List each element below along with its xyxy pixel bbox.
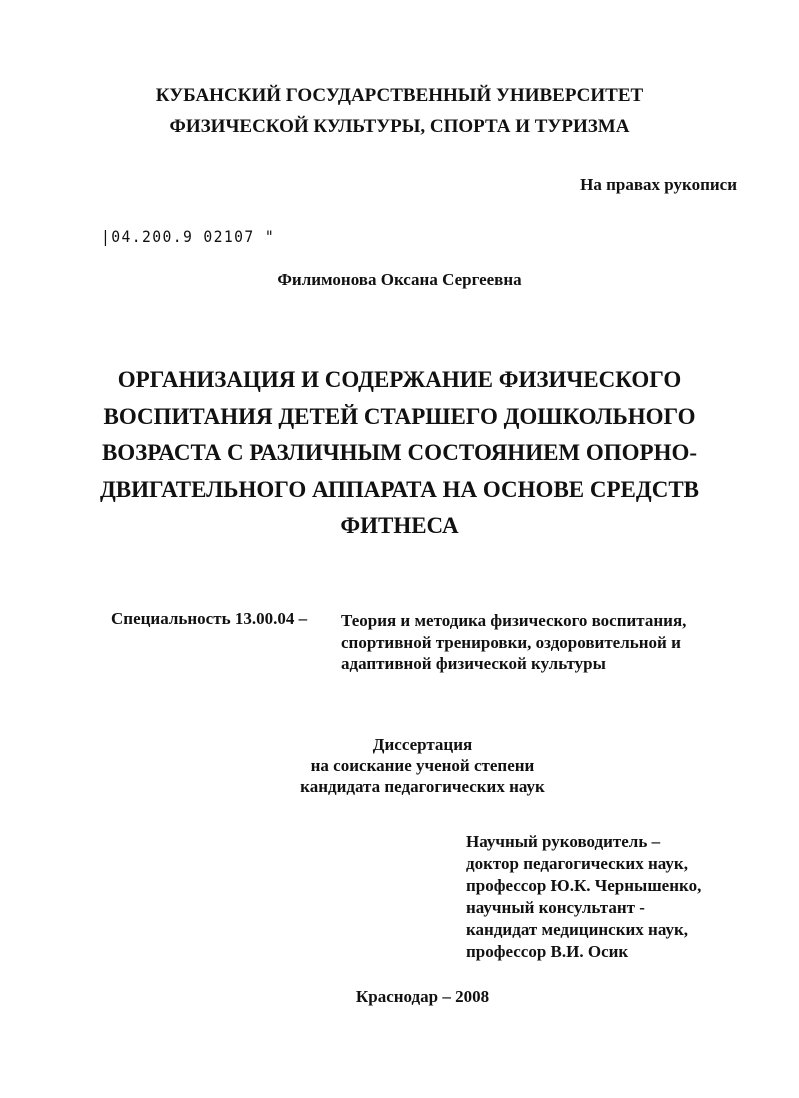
university-line-1: КУБАНСКИЙ ГОСУДАРСТВЕННЫЙ УНИВЕРСИТЕТ [155,85,644,106]
degree-statement [0,734,799,797]
place-and-year: Краснодар – 2008 [355,987,490,1006]
stamp-prefix-mark: | [101,227,112,246]
supervisor-line: научный консультант - [466,898,645,917]
stamp-number-text: 04.200.9 02107 [111,227,255,246]
title-line: ОРГАНИЗАЦИЯ И СОДЕРЖАНИЕ ФИЗИЧЕСКОГО [117,367,682,392]
title-line: ДВИГАТЕЛЬНОГО АППАРАТА НА ОСНОВЕ СРЕДСТВ [99,476,699,502]
supervisor-line: профессор Ю.К. Чернышенко, [466,876,702,895]
supervisor-line: Научный руководитель – [466,832,661,851]
stamp-suffix-mark: " [254,227,276,246]
degree-line: на соискание ученой степени [310,756,535,775]
specialty-line: спортивной тренировки, оздоровительной и [341,632,681,652]
degree-line: Диссертация [372,735,473,754]
university-line-2: ФИЗИЧЕСКОЙ КУЛЬТУРЫ, СПОРТА И ТУРИЗМА [169,116,630,137]
specialty-description [341,610,686,675]
supervisor-line: доктор педагогических наук, [466,854,688,873]
specialty-line: адаптивной физической культуры [341,654,606,673]
manuscript-note: На правах рукописи [580,175,737,194]
supervisor-block [466,831,701,963]
dissertation-title [0,362,799,545]
specialty-label: Специальность 13.00.04 – [111,609,308,628]
title-line: ВОСПИТАНИЯ ДЕТЕЙ СТАРШЕГО ДОШКОЛЬНОГО [103,403,696,429]
title-line: ВОЗРАСТА С РАЗЛИЧНЫМ СОСТОЯНИЕМ ОПОРНО- [101,440,698,465]
archive-stamp-number [101,229,275,245]
supervisor-line: кандидат медицинских наук, [466,920,689,939]
degree-line: кандидата педагогических наук [300,777,545,796]
specialty-line: Теория и методика физического воспитания, [341,611,687,630]
title-line: ФИТНЕСА [340,513,459,538]
author-name: Филимонова Оксана Сергеевна [277,270,522,289]
supervisor-line: профессор В.И. Осик [466,942,629,961]
university-name [0,80,799,142]
